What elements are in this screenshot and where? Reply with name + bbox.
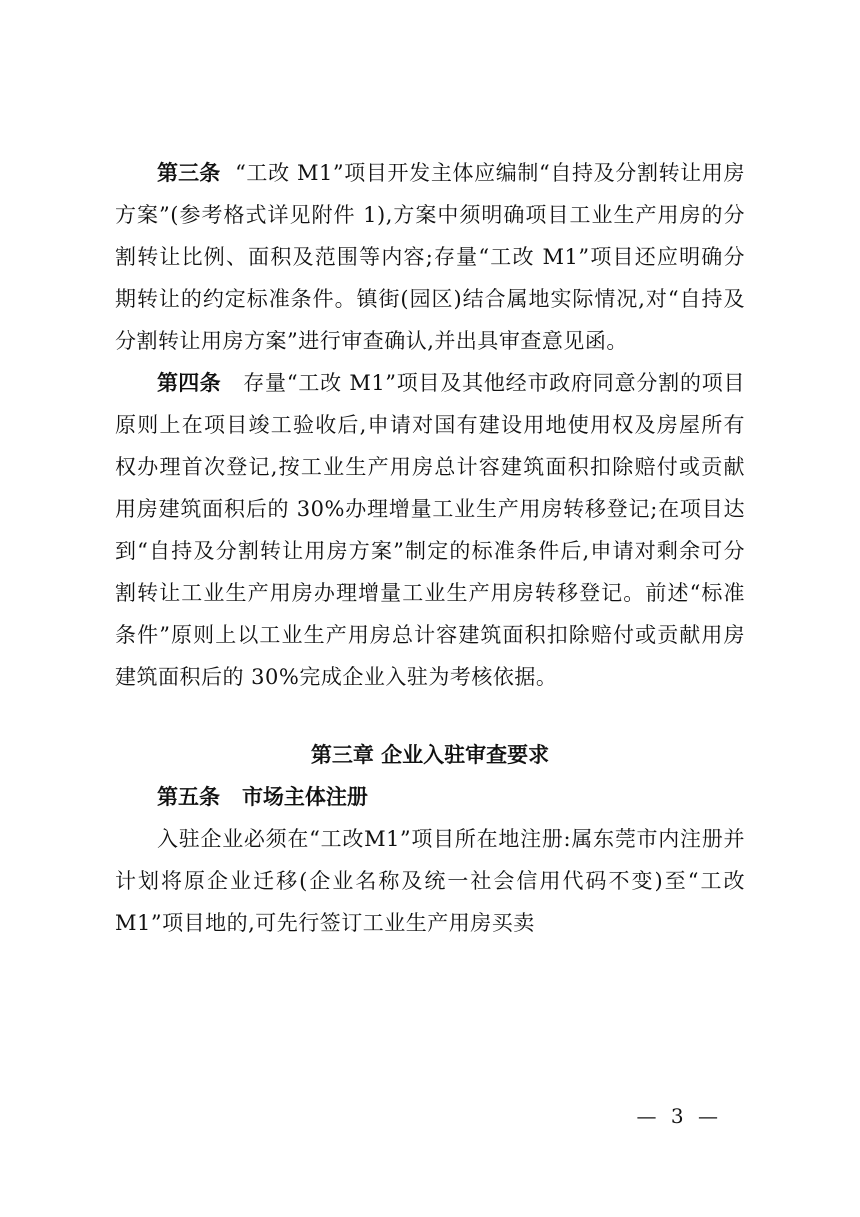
article-3-paragraph <box>115 152 745 362</box>
article-5-title-line <box>115 776 745 818</box>
article-3-heading: 第三条 <box>157 161 221 185</box>
chapter-title: 第三章 企业入驻审查要求 <box>310 743 550 767</box>
article-3-spacer <box>220 161 235 185</box>
article-4-spacer <box>221 371 243 395</box>
page-number: — 3 — <box>636 1104 722 1128</box>
article-5-body: 入驻企业必须在“工改M1”项目所在地注册:属东莞市内注册并计划将原企业迁移(企业名称及统一社会信用代码不变)至“工改M1”项目地的,可先行签订工业生产用房买卖 <box>115 827 745 935</box>
article-4-body: 存量“工改 M1”项目及其他经市政府同意分割的项目原则上在项目竣工验收后,申请对国有建设用地使用权及房屋所有权办理首次登记,按工业生产用房总计容建筑面积扣除赔付或贡献用房建筑面积后的 30%办理增量工业生产用房转移登记;在项目达到“自持及分割转让用房方案”制定的标准条件后,申请对剩余可分割转让工业生产用房办理增量工业生产用房转移登记。前述“标准条件”原则上以工业生产用房总计容建筑面积扣除赔付或贡献用房建筑面积后的 30%完成企业入驻为考核依据。 <box>115 371 746 689</box>
document-content <box>115 152 745 944</box>
article-4-heading: 第四条 <box>157 371 221 395</box>
article-4-paragraph <box>115 362 745 698</box>
article-5-title: 市场主体注册 <box>241 785 368 809</box>
article-5-heading: 第五条 <box>157 785 220 809</box>
article-3-body: “工改 M1”项目开发主体应编制“自持及分割转让用房方案”(参考格式详见附件 1),方案中须明确项目工业生产用房的分割转让比例、面积及范围等内容;存量“工改 M1”项目还应明确分期转让的约定标准条件。镇街(园区)结合属地实际情况,对“自持及分割转让用房方案”进行审查确认,并出具审查意见函。 <box>115 161 746 353</box>
article-5-spacer <box>220 785 242 809</box>
